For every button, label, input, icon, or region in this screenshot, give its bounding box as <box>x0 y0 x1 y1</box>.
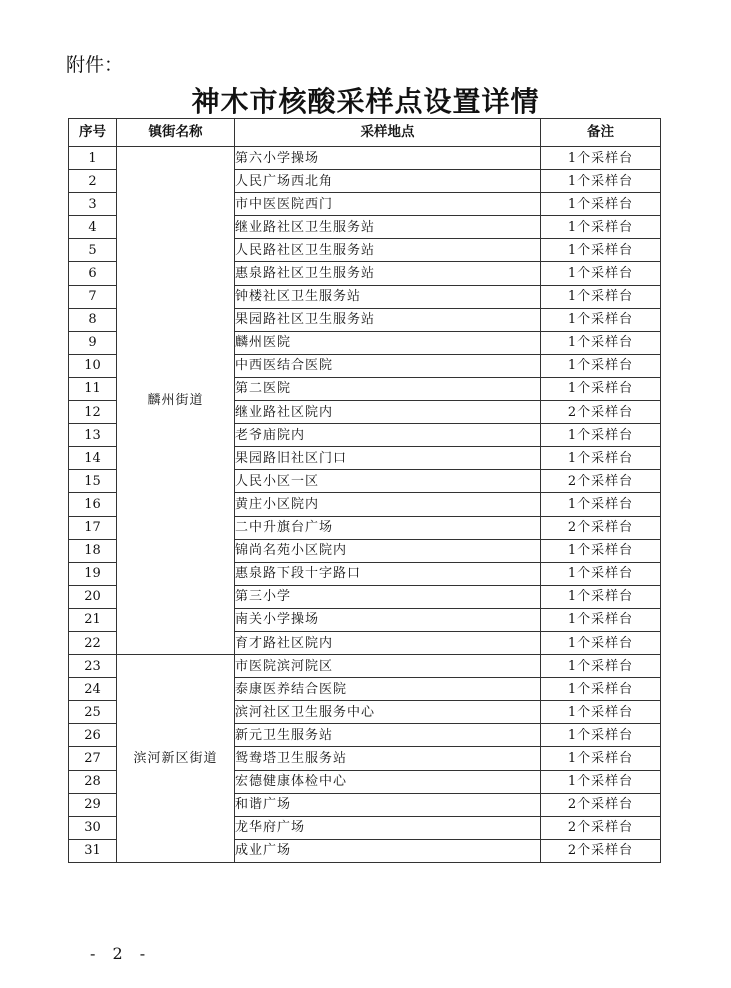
cell-note: 1个采样台 <box>541 262 661 285</box>
table-body <box>69 147 661 863</box>
cell-no: 17 <box>69 516 117 539</box>
cell-no: 14 <box>69 447 117 470</box>
cell-town: 麟州街道 <box>117 147 235 655</box>
cell-no: 5 <box>69 239 117 262</box>
cell-site: 中西医结合医院 <box>235 354 541 377</box>
cell-no: 8 <box>69 308 117 331</box>
cell-note: 1个采样台 <box>541 701 661 724</box>
document-title: 神木市核酸采样点设置详情 <box>191 85 540 118</box>
column-header-site: 采样地点 <box>235 119 541 147</box>
cell-site: 黄庄小区院内 <box>235 493 541 516</box>
cell-no: 2 <box>69 170 117 193</box>
cell-note: 1个采样台 <box>541 678 661 701</box>
cell-site: 人民广场西北角 <box>235 170 541 193</box>
cell-note: 1个采样台 <box>541 147 661 170</box>
cell-note: 1个采样台 <box>541 655 661 678</box>
cell-note: 1个采样台 <box>541 170 661 193</box>
table-row <box>69 147 661 170</box>
cell-no: 12 <box>69 401 117 424</box>
cell-note: 2个采样台 <box>541 816 661 839</box>
cell-no: 6 <box>69 262 117 285</box>
cell-no: 23 <box>69 655 117 678</box>
cell-no: 11 <box>69 377 117 400</box>
cell-site: 果园路社区卫生服务站 <box>235 308 541 331</box>
cell-no: 21 <box>69 608 117 631</box>
cell-no: 20 <box>69 585 117 608</box>
cell-no: 26 <box>69 724 117 747</box>
cell-note: 1个采样台 <box>541 285 661 308</box>
cell-site: 人民路社区卫生服务站 <box>235 239 541 262</box>
cell-note: 1个采样台 <box>541 631 661 654</box>
cell-no: 30 <box>69 816 117 839</box>
cell-site: 惠泉路社区卫生服务站 <box>235 262 541 285</box>
cell-note: 1个采样台 <box>541 447 661 470</box>
cell-no: 19 <box>69 562 117 585</box>
cell-site: 鸳鸯塔卫生服务站 <box>235 747 541 770</box>
cell-site: 成业广场 <box>235 839 541 862</box>
cell-site: 继业路社区院内 <box>235 401 541 424</box>
cell-site: 第三小学 <box>235 585 541 608</box>
cell-site: 人民小区一区 <box>235 470 541 493</box>
cell-note: 1个采样台 <box>541 239 661 262</box>
cell-note: 1个采样台 <box>541 193 661 216</box>
cell-note: 1个采样台 <box>541 747 661 770</box>
cell-site: 市中医医院西门 <box>235 193 541 216</box>
cell-note: 1个采样台 <box>541 216 661 239</box>
cell-site: 和谐广场 <box>235 793 541 816</box>
cell-note: 2个采样台 <box>541 401 661 424</box>
cell-note: 2个采样台 <box>541 516 661 539</box>
cell-no: 10 <box>69 354 117 377</box>
cell-no: 3 <box>69 193 117 216</box>
column-header-town: 镇街名称 <box>117 119 235 147</box>
cell-site: 果园路旧社区门口 <box>235 447 541 470</box>
cell-site: 老爷庙院内 <box>235 424 541 447</box>
cell-site: 锦尚名苑小区院内 <box>235 539 541 562</box>
cell-no: 18 <box>69 539 117 562</box>
cell-note: 2个采样台 <box>541 470 661 493</box>
cell-site: 第二医院 <box>235 377 541 400</box>
cell-note: 1个采样台 <box>541 331 661 354</box>
cell-note: 1个采样台 <box>541 354 661 377</box>
cell-site: 育才路社区院内 <box>235 631 541 654</box>
page-number: - 2 - <box>90 944 152 963</box>
cell-no: 25 <box>69 701 117 724</box>
column-header-no: 序号 <box>69 119 117 147</box>
cell-note: 1个采样台 <box>541 539 661 562</box>
cell-no: 28 <box>69 770 117 793</box>
cell-site: 钟楼社区卫生服务站 <box>235 285 541 308</box>
cell-note: 1个采样台 <box>541 308 661 331</box>
cell-note: 2个采样台 <box>541 793 661 816</box>
cell-site: 继业路社区卫生服务站 <box>235 216 541 239</box>
cell-note: 2个采样台 <box>541 839 661 862</box>
cell-site: 宏德健康体检中心 <box>235 770 541 793</box>
cell-no: 13 <box>69 424 117 447</box>
cell-no: 15 <box>69 470 117 493</box>
cell-no: 7 <box>69 285 117 308</box>
cell-note: 1个采样台 <box>541 585 661 608</box>
cell-note: 1个采样台 <box>541 377 661 400</box>
cell-site: 南关小学操场 <box>235 608 541 631</box>
cell-site: 麟州医院 <box>235 331 541 354</box>
cell-town: 滨河新区街道 <box>117 655 235 863</box>
table-row <box>69 655 661 678</box>
cell-no: 4 <box>69 216 117 239</box>
cell-site: 龙华府广场 <box>235 816 541 839</box>
cell-note: 1个采样台 <box>541 493 661 516</box>
cell-no: 29 <box>69 793 117 816</box>
cell-site: 新元卫生服务站 <box>235 724 541 747</box>
table-header-row <box>69 119 661 147</box>
cell-site: 滨河社区卫生服务中心 <box>235 701 541 724</box>
cell-note: 1个采样台 <box>541 724 661 747</box>
sampling-sites-table <box>68 118 661 863</box>
cell-site: 市医院滨河院区 <box>235 655 541 678</box>
cell-site: 泰康医养结合医院 <box>235 678 541 701</box>
column-header-note: 备注 <box>541 119 661 147</box>
cell-site: 惠泉路下段十字路口 <box>235 562 541 585</box>
cell-site: 二中升旗台广场 <box>235 516 541 539</box>
cell-no: 22 <box>69 631 117 654</box>
cell-no: 27 <box>69 747 117 770</box>
cell-note: 1个采样台 <box>541 770 661 793</box>
cell-note: 1个采样台 <box>541 608 661 631</box>
cell-no: 1 <box>69 147 117 170</box>
cell-note: 1个采样台 <box>541 562 661 585</box>
cell-no: 24 <box>69 678 117 701</box>
cell-no: 9 <box>69 331 117 354</box>
attachment-label: 附件： <box>66 54 124 76</box>
cell-note: 1个采样台 <box>541 424 661 447</box>
cell-no: 31 <box>69 839 117 862</box>
cell-no: 16 <box>69 493 117 516</box>
cell-site: 第六小学操场 <box>235 147 541 170</box>
